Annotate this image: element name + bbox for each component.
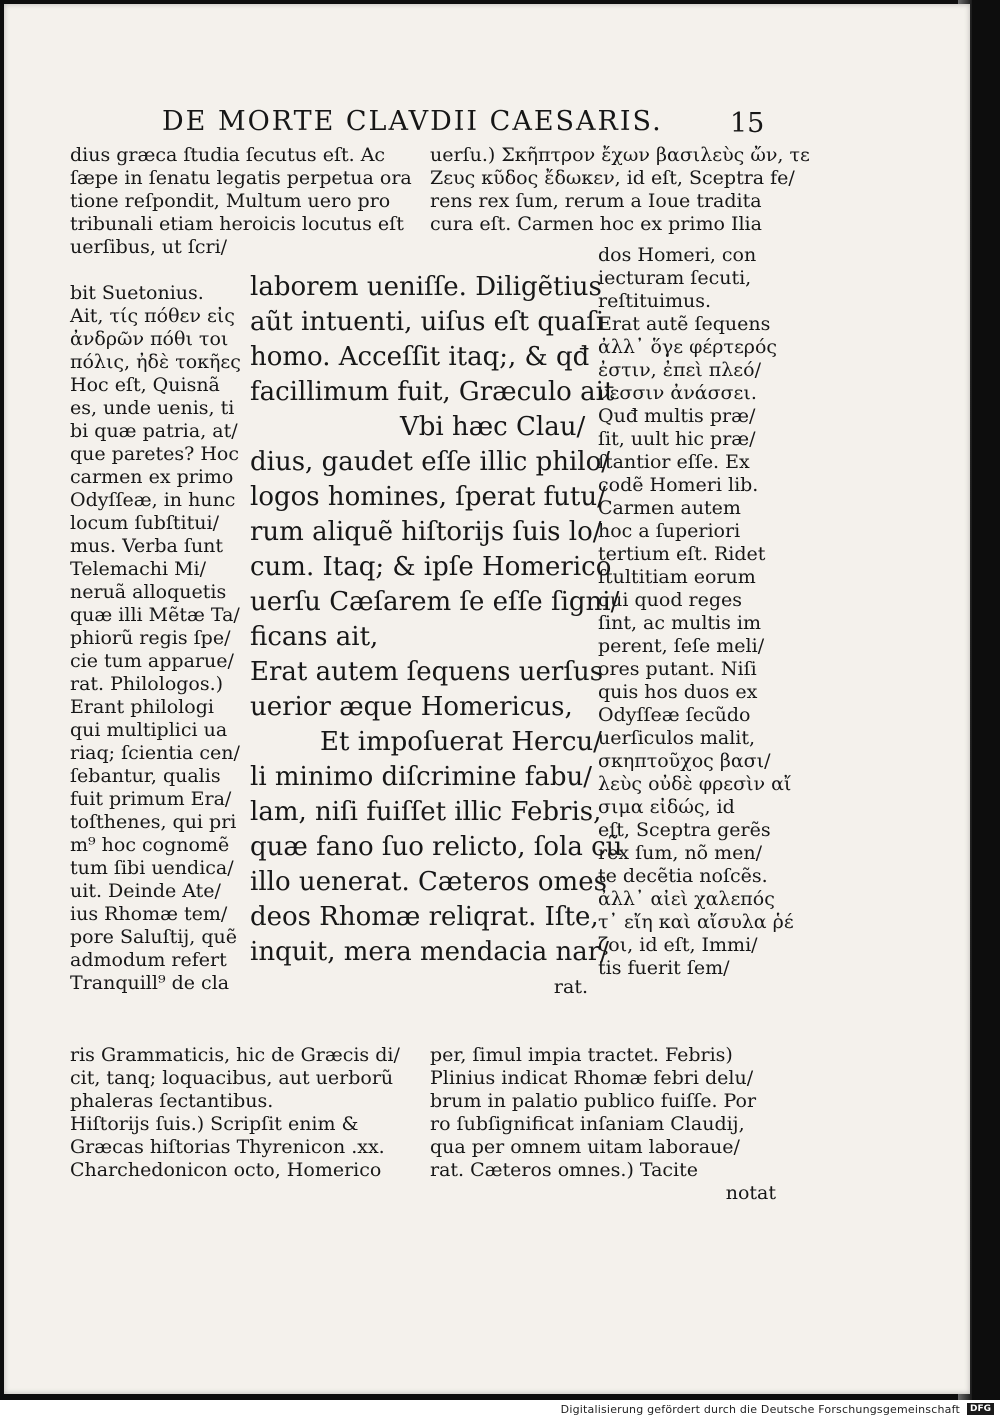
text-line: dos Homeri, con [598,244,757,266]
text-line: m⁹ hoc cognomẽ [70,834,230,856]
text-line: ſtantior eſſe. Ex [598,451,750,473]
text-line: cie tum apparue/ [70,650,234,672]
text-line: hoc a ſuperiori [598,520,741,542]
text-line: ζοι, id eſt, Immi/ [598,934,758,956]
text-line: Græcas hiſtorias Thyrenicon .xx. [70,1136,385,1158]
text-line: rens rex ſum, rerum a Ioue tradita [430,190,762,212]
text-line: ores putant. Niſi [598,658,757,680]
text-line: quæ illi Mẽtæ Ta/ [70,604,240,626]
text-line: ſtultitiam eorum [598,566,756,588]
text-line: neruã alloquetis [70,581,227,603]
text-line: li minimo diſcrimine fabu/ [250,762,593,792]
text-line: Erat autem ſequens uerſus [250,657,604,687]
text-line: Hoc eſt, Quisnã [70,374,220,396]
page-number: 15 [730,108,765,139]
text-line: cura eſt. Carmen hoc ex primo Ilia [430,213,762,235]
text-line: te decẽtia noſcẽs. [598,865,768,887]
text-line: qui multiplici ua [70,719,228,741]
bottom-left-block [70,1044,426,1182]
text-line: Quđ multis præ/ [598,405,756,427]
text-line: lam, niſi fuiſſet illic Febris, [250,797,602,827]
text-line: bit Suetonius. [70,282,204,304]
text-line: rat. Philologos.) [70,673,224,695]
text-line: uerſibus, ut ſcri/ [70,236,228,258]
bottom-right-block [430,1044,776,1205]
text-line: ris Grammaticis, hic de Græcis di/ [70,1044,400,1066]
text-line: τ᾽ εἴη καὶ αἴσυλα ῥέ [598,911,794,933]
text-line: Charchedonicon octo, Homerico [70,1159,382,1181]
text-line: ro ſubſignificat inſaniam Claudij, [430,1113,745,1135]
text-line: eſt, Sceptra gerẽs [598,819,771,841]
text-line: locum ſubſtitui/ [70,512,219,534]
text-line: es, unde uenis, ti [70,397,235,419]
top-left-block [70,144,426,259]
text-line: rat. Cæteros omnes.) Tacite [430,1159,699,1181]
text-line: quæ fano ſuo relicto, ſola cũ [250,832,623,862]
text-line: ficans ait, [250,622,379,652]
text-line: qua per omnem uitam laboraue/ [430,1136,740,1158]
right-margin-commentary [598,244,794,980]
text-line: logos homines, ſperat futu/ [250,482,606,512]
text-line: λεὺς οὐδὲ φρεσὶν αἴ [598,773,792,795]
text-line: cum. Itaq; & ipſe Homerico [250,552,612,582]
text-line: carmen ex primo [70,466,234,488]
text-line: quis hos duos ex [598,681,758,703]
text-line: phaleras ſectantibus. [70,1090,274,1112]
text-line: iecturam ſecuti, [598,267,752,289]
text-line: dius græca ſtudia ſecutus eſt. Ac [70,144,386,166]
text-line: tum ſibi uendica/ [70,857,234,879]
text-line: per, ſimul impia tractet. Febris) [430,1044,733,1066]
text-line: phiorũ regis ſpe/ [70,627,231,649]
text-line: brum in palatio publico fuiſſe. Por [430,1090,757,1112]
left-margin-commentary [70,282,250,995]
text-line: ſint, ac multis im [598,612,761,634]
text-line: que paretes? Hoc [70,443,240,465]
text-line: Hiſtorijs ſuis.) Scripſit enim & [70,1113,359,1135]
text-line: ſæpe in ſenatu legatis perpetua ora [70,167,412,189]
text-line: bi quæ patria, at/ [70,420,238,442]
text-line: Erat autẽ ſequens [598,313,771,335]
book-page [4,4,970,1394]
top-right-block [430,144,810,236]
text-line: toſthenes, qui pri [70,811,237,833]
text-line: Erant philologi [70,696,214,718]
text-line: Odyſſeæ ſecũdo [598,704,751,726]
running-header: DE MORTE CLAVDII CAESARIS. [162,106,663,137]
text-line: riaq; ſcientia cen/ [70,742,240,764]
text-line: Tranquill⁹ de cla [70,972,230,994]
text-line: Odyſſeæ, in hunc [70,489,236,511]
text-line: ἐστιν, ἐπεὶ πλεό/ [598,359,761,381]
text-line: tione reſpondit, Multum uero pro [70,190,391,212]
text-line: codẽ Homeri lib. [598,474,759,496]
text-line: Et impoſuerat Hercu/ [320,727,602,757]
text-line: reſtituimus. [598,290,712,312]
text-line: uit. Deinde Ate/ [70,880,221,902]
text-line: facillimum fuit, Græculo ait [250,377,615,407]
text-line: uerſu Cæſarem ſe eſſe ſigni/ [250,587,620,617]
text-line: ſit, uult hic præ/ [598,428,756,450]
text-line: rat. [553,976,588,998]
text-line: uerſiculos malit, [598,727,756,749]
text-line: πόλις, ἠδὲ τοκῆες [70,351,241,373]
text-line: pore Saluſtij, quẽ [70,926,237,948]
text-line: aũt intuenti, uiſus eſt quaſi [250,307,605,337]
catchword: notat [725,1182,776,1204]
digitization-footer [0,1400,1000,1420]
text-line: tis fuerit ſem/ [598,957,730,979]
text-line: ἀλλ᾽ αἰεὶ χαλεπός [598,888,775,910]
text-line: ſebantur, qualis [70,765,221,787]
text-line: deos Rhomæ reliqrat. Iſte, [250,902,599,932]
text-line: σιμα εἰδώς, id [598,796,735,818]
text-line: tertium eſt. Ridet [598,543,766,565]
text-line: cit, tanq; loquacibus, aut uerborũ [70,1067,394,1089]
text-line: perent, ſeſe meli/ [598,635,765,657]
text-line: ἀλλ᾽ ὅγε φέρτερός [598,336,778,358]
text-line: σκηπτοῦχος βασι/ [598,750,771,772]
text-line: uerſu.) Σκῆπτρον ἔχων βασιλεὺς ὤν, τε [430,144,810,166]
main-text-column [250,270,623,1005]
text-line: rex ſum, nõ men/ [598,842,763,864]
text-line: laborem ueniſſe. Diligẽtius [250,272,602,302]
text-line: ἀνδρῶν πόθι τοι [70,328,229,350]
text-line: qui quod reges [598,589,743,611]
text-line: mus. Verba ſunt [70,535,224,557]
text-line: fuit primum Era/ [70,788,232,810]
text-line: dius, gaudet eſſe illic philo/ [250,447,611,477]
text-line: illo uenerat. Cæteros omes [250,867,607,897]
text-line: uerior æque Homericus, [250,692,573,722]
text-line: ius Rhomæ tem/ [70,903,228,925]
text-line: inquit, mera mendacia nar/ [250,937,609,967]
text-line: rum aliquẽ hiſtorijs ſuis lo/ [250,517,602,547]
text-line: Carmen autem [598,497,741,519]
text-line: tribunali etiam heroicis locutus eſt [70,213,404,235]
text-line: Vbi hæc Clau/ [400,412,586,442]
text-line: homo. Acceſſit itaq;, & qđ [250,342,590,372]
text-line: Ζευς κῦδος ἔδωκεν, id eſt, Sceptra fe/ [430,167,795,189]
text-line: Ait, τίς πόθεν εἰς [70,305,235,327]
funding-credit: Digitalisierung gefördert durch die Deutsche Forschungsgemeinschaft [560,1403,960,1416]
text-line: admodum refert [70,949,227,971]
text-line: νεσσιν ἀνάσσει. [598,382,757,404]
text-line: Telemachi Mi/ [70,558,207,580]
text-line: Plinius indicat Rhomæ febri delu/ [430,1067,754,1089]
dfg-logo-icon: DFG [967,1403,994,1415]
